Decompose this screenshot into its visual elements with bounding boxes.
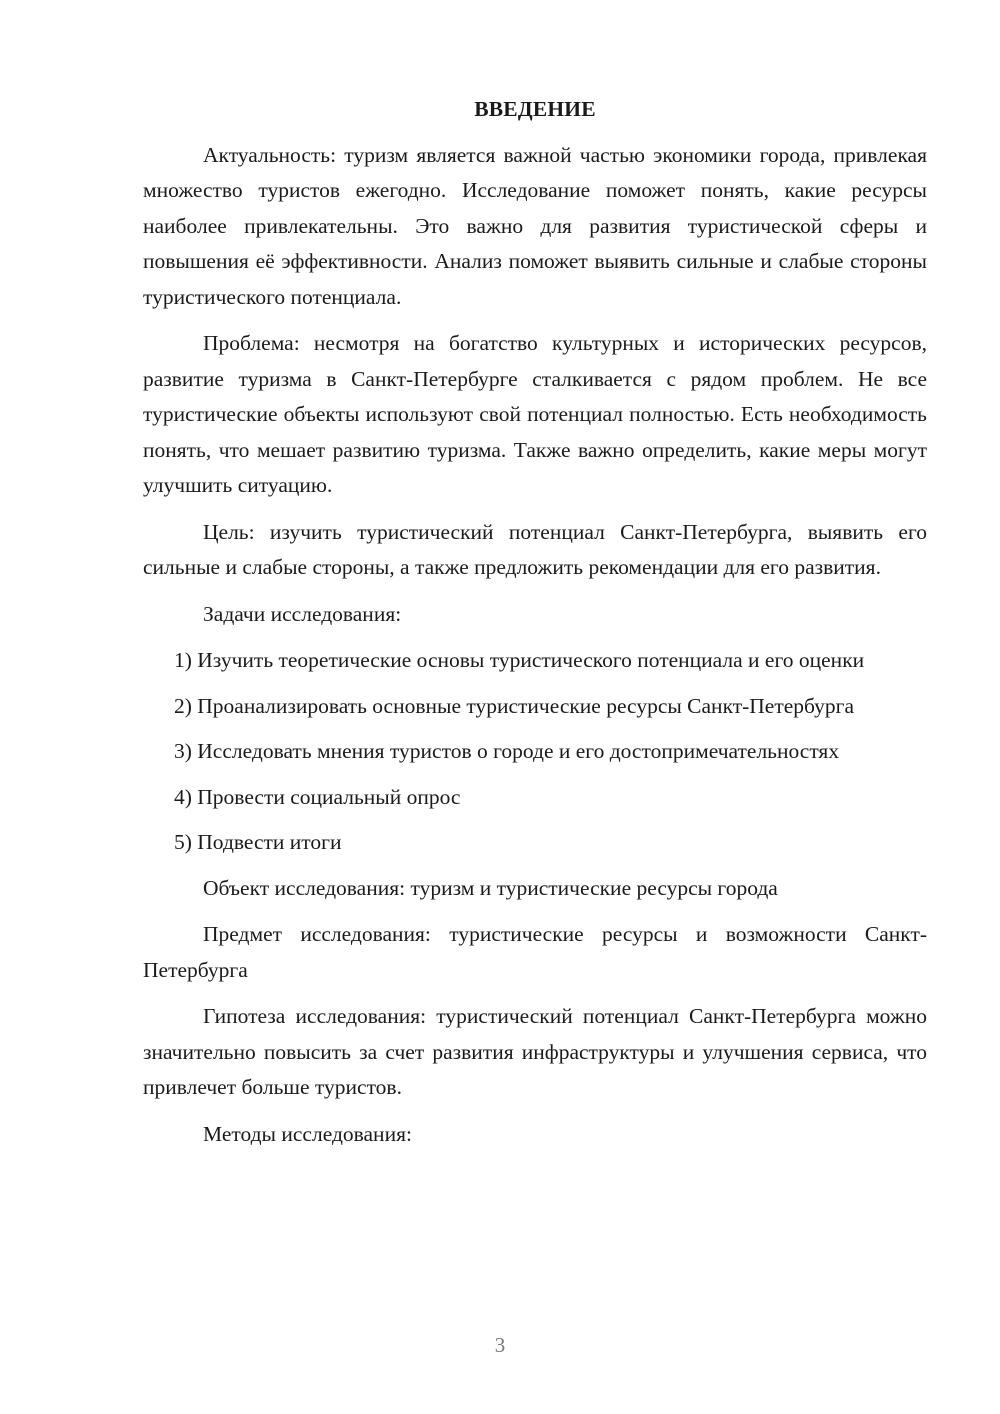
hypothesis-paragraph: Гипотеза исследования: туристический потенциал Санкт-Петербурга можно значительно повысить за счет развития инфраструктуры и улучшения сервиса, что привлечет больше туристов. [143, 1004, 927, 1099]
list-item: 3) Исследовать мнения туристов о городе и его достопримечательностях [174, 739, 840, 763]
page-number: 3 [494, 1333, 506, 1357]
list-item: 2) Проанализировать основные туристические ресурсы Санкт-Петербурга [174, 693, 855, 718]
list-item: 5) Подвести итоги [174, 830, 342, 854]
object-paragraph: Объект исследования: туризм и туристические ресурсы города [203, 875, 778, 900]
methods-intro: Методы исследования: [203, 1121, 412, 1146]
list-item: 1) Изучить теоретические основы туристического потенциала и его оценки [174, 648, 865, 672]
tasks-list [143, 643, 927, 861]
section-heading: ВВЕДЕНИЕ [474, 97, 596, 121]
subject-paragraph: Предмет исследования: туристические ресурсы и возможности Санкт-Петербурга [143, 922, 927, 982]
page-content [143, 92, 927, 1163]
goal-paragraph: Цель: изучить туристический потенциал Санкт-Петербурга, выявить его сильные и слабые стороны, а также предложить рекомендации для его развития. [143, 519, 927, 579]
tasks-intro: Задачи исследования: [203, 601, 402, 626]
relevance-paragraph: Актуальность: туризм является важной частью экономики города, привлекая множество туристов ежегодно. Исследование поможет понять, какие ресурсы наиболее привлекательны. Это важно для развития туристической сферы и повышения её эффективности. Анализ поможет выявить сильные и слабые стороны туристического потенциала. [143, 142, 927, 309]
list-item: 4) Провести социальный опрос [174, 784, 461, 809]
problem-paragraph: Проблема: несмотря на богатство культурных и исторических ресурсов, развитие туризма в Санкт-Петербурге сталкивается с рядом проблем. Не все туристические объекты используют свой потенциал полностью. Есть необходимость понять, что мешает развитию туризма. Также важно определить, какие меры могут улучшить ситуацию. [143, 331, 927, 497]
